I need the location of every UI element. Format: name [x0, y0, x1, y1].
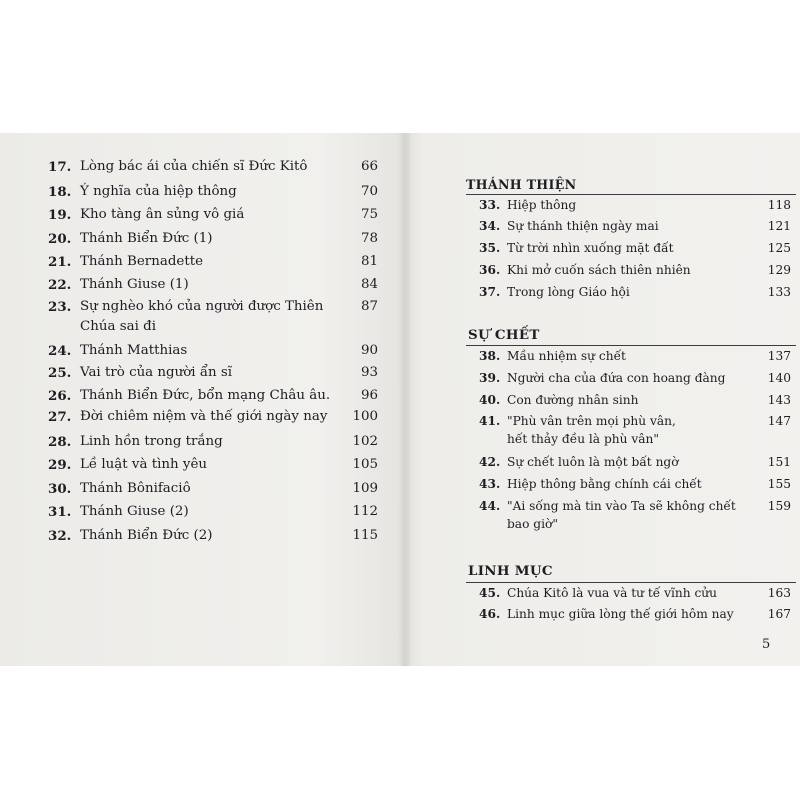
toc-entry: [48, 205, 378, 225]
entry-number: 28.: [48, 434, 72, 450]
entry-page: 90: [360, 343, 378, 358]
entry-title: Sự thánh thiện ngày mai: [507, 219, 659, 233]
toc-entry: [479, 261, 791, 279]
toc-entry: [479, 196, 791, 214]
toc-entry: [48, 275, 378, 295]
entry-number: 17.: [48, 159, 72, 175]
toc-entry: [48, 526, 378, 546]
entry-page: 87: [360, 299, 378, 314]
toc-entry: [479, 453, 791, 471]
entry-page: 133: [767, 285, 791, 299]
entry-number: 34.: [479, 219, 501, 233]
entry-number: 25.: [48, 365, 72, 381]
entry-page: 167: [767, 607, 791, 621]
entry-title: Hiệp thông bằng chính cái chết: [507, 477, 702, 491]
toc-entry: [479, 412, 791, 448]
entry-page: 147: [767, 414, 791, 428]
entry-title: Thánh Matthias: [80, 343, 188, 358]
entry-title: Thánh Biển Đức (1): [80, 231, 213, 246]
entry-number: 29.: [48, 457, 72, 473]
entry-page: 84: [360, 277, 378, 292]
toc-entry: [479, 605, 791, 623]
entry-title: Thánh Biển Đức (2): [80, 528, 213, 543]
entry-page: 159: [767, 499, 791, 513]
entry-page: 93: [360, 365, 378, 380]
page-number: 5: [762, 637, 771, 652]
entry-number: 26.: [48, 388, 72, 404]
entry-title: Thánh Giuse (2): [80, 504, 189, 519]
entry-number: 43.: [479, 477, 501, 491]
toc-entry: [479, 497, 791, 533]
toc-entry: [48, 341, 378, 361]
entry-title: Lề luật và tình yêu: [80, 457, 208, 472]
toc-entry: [479, 584, 791, 602]
entry-number: 27.: [48, 409, 72, 425]
entry-title: Chúa Kitô là vua và tư tế vĩnh cửu: [507, 586, 717, 600]
entry-number: 19.: [48, 207, 72, 223]
entry-number: 33.: [479, 198, 501, 212]
toc-entry: [48, 229, 378, 249]
entry-title: Mầu nhiệm sự chết: [507, 349, 626, 363]
entry-title: Lòng bác ái của chiến sĩ Đức Kitô: [80, 159, 308, 174]
entry-page: 118: [767, 198, 791, 212]
entry-title: Linh mục giữa lòng thế giới hôm nay: [507, 607, 734, 621]
book-gutter: [398, 133, 412, 666]
entry-page: 137: [767, 349, 791, 363]
toc-entry: [48, 297, 378, 337]
entry-number: 40.: [479, 393, 501, 407]
entry-title: Sự nghèo khó của người được Thiên Chúa sai đi: [80, 299, 324, 334]
entry-number: 35.: [479, 241, 501, 255]
entry-number: 39.: [479, 371, 501, 385]
entry-page: 109: [352, 481, 378, 496]
section-rule: [466, 194, 796, 195]
entry-number: 42.: [479, 455, 501, 469]
entry-number: 22.: [48, 277, 72, 293]
toc-entry: [479, 347, 791, 365]
entry-page: 143: [767, 393, 791, 407]
right-page: [412, 133, 800, 666]
entry-number: 36.: [479, 263, 501, 277]
entry-page: 78: [360, 231, 378, 246]
entry-number: 44.: [479, 499, 501, 513]
entry-title: Ý nghĩa của hiệp thông: [80, 184, 237, 199]
entry-title: Từ trời nhìn xuống mặt đất: [507, 241, 674, 255]
entry-number: 46.: [479, 607, 501, 621]
entry-number: 30.: [48, 481, 72, 497]
section-heading: SỰ CHẾT: [468, 327, 540, 343]
toc-entry: [48, 502, 378, 522]
entry-title: Kho tàng ân sủng vô giá: [80, 207, 245, 222]
toc-entry: [479, 369, 791, 387]
entry-title: Thánh Bernadette: [80, 254, 204, 269]
entry-page: 155: [767, 477, 791, 491]
toc-entry: [479, 239, 791, 257]
section-rule: [466, 345, 796, 346]
entry-title: Con đường nhân sinh: [507, 393, 639, 407]
toc-entry: [48, 363, 378, 383]
entry-number: 23.: [48, 299, 72, 315]
entry-title: Thánh Giuse (1): [80, 277, 189, 292]
entry-page: 125: [767, 241, 791, 255]
toc-entry: [479, 475, 791, 493]
entry-title: Khi mở cuốn sách thiên nhiên: [507, 263, 691, 277]
toc-entry: [479, 391, 791, 409]
toc-entry: [48, 157, 378, 177]
toc-entry: [48, 407, 378, 427]
entry-page: 140: [767, 371, 791, 385]
entry-title: Người cha của đứa con hoang đàng: [507, 371, 726, 385]
entry-page: 121: [767, 219, 791, 233]
entry-title: Hiệp thông: [507, 198, 577, 212]
entry-page: 66: [360, 159, 378, 174]
toc-entry: [48, 479, 378, 499]
entry-number: 32.: [48, 528, 72, 544]
toc-entry: [48, 432, 378, 452]
entry-number: 31.: [48, 504, 72, 520]
entry-title: "Phù vân trên mọi phù vân, hết thảy đều là phù vân": [507, 414, 676, 446]
toc-entry: [48, 182, 378, 202]
toc-entry: [48, 455, 378, 475]
entry-number: 41.: [479, 414, 501, 428]
entry-title: Trong lòng Giáo hội: [507, 285, 630, 299]
section-heading: THÁNH THIỆN: [466, 177, 577, 192]
entry-page: 151: [767, 455, 791, 469]
entry-page: 105: [352, 457, 378, 472]
entry-number: 18.: [48, 184, 72, 200]
entry-number: 45.: [479, 586, 501, 600]
entry-title: Vai trò của người ẩn sĩ: [80, 365, 233, 380]
entry-page: 75: [360, 207, 378, 222]
entry-title: Thánh Bônifaciô: [80, 481, 191, 496]
entry-number: 20.: [48, 231, 72, 247]
entry-page: 70: [360, 184, 378, 199]
entry-number: 37.: [479, 285, 501, 299]
entry-number: 38.: [479, 349, 501, 363]
entry-title: Thánh Biển Đức, bổn mạng Châu âu.: [80, 388, 331, 403]
section-rule: [466, 582, 796, 583]
entry-page: 81: [360, 254, 378, 269]
entry-number: 21.: [48, 254, 72, 270]
entry-title: Sự chết luôn là một bất ngờ: [507, 455, 679, 469]
entry-title: "Ai sống mà tin vào Ta sẽ không chết bao giờ": [507, 499, 736, 531]
toc-entry: [48, 386, 378, 406]
entry-page: 100: [352, 409, 378, 424]
toc-entry: [48, 252, 378, 272]
entry-page: 96: [360, 388, 378, 403]
entry-title: Linh hồn trong trắng: [80, 434, 223, 449]
entry-page: 115: [352, 528, 378, 543]
entry-page: 112: [352, 504, 378, 519]
section-heading: LINH MỤC: [468, 563, 553, 579]
toc-entry: [479, 217, 791, 235]
entry-title: Đời chiêm niệm và thế giới ngày nay: [80, 409, 328, 424]
entry-page: 129: [767, 263, 791, 277]
toc-entry: [479, 283, 791, 301]
entry-page: 163: [767, 586, 791, 600]
entry-number: 24.: [48, 343, 72, 359]
open-book: [0, 133, 800, 666]
entry-page: 102: [352, 434, 378, 449]
left-page: [0, 133, 398, 666]
